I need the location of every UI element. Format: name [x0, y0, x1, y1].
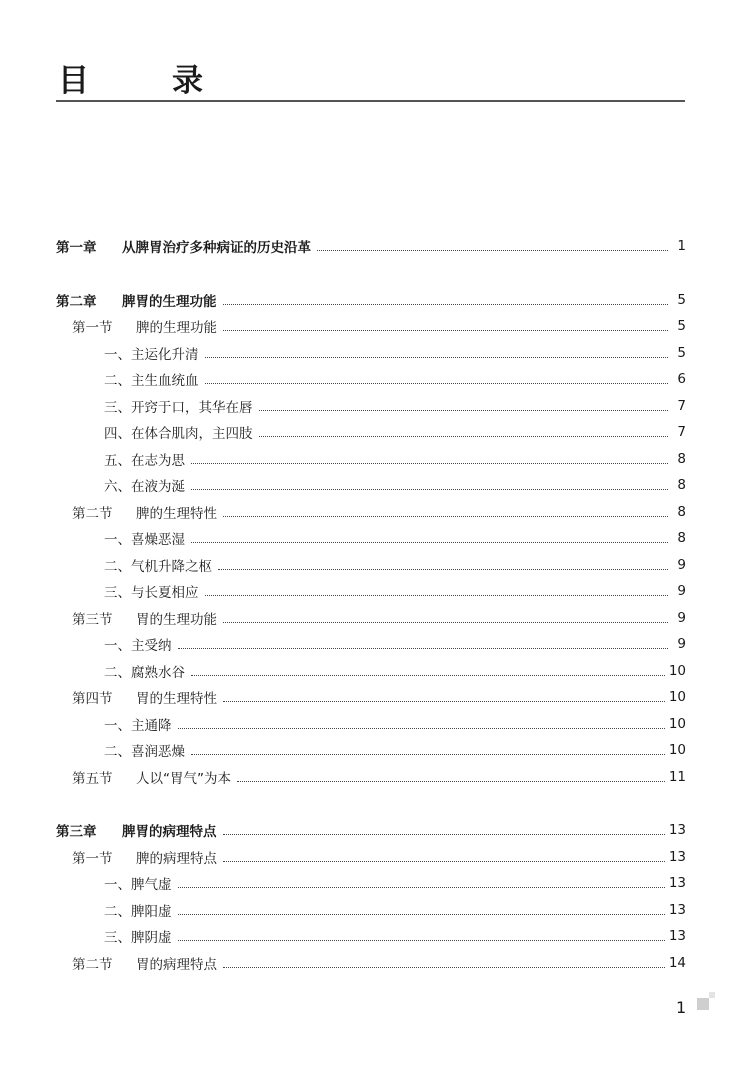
toc-subsection-entry[interactable] — [56, 419, 686, 446]
toc-entry-label: 二、气机升降之枢 — [104, 558, 212, 575]
toc-entry-page: 10 — [668, 662, 686, 679]
toc-entry-page: 8 — [677, 503, 686, 520]
toc-subsection-entry[interactable] — [56, 525, 686, 552]
toc-entry-label: 二、喜润恶燥 — [104, 744, 185, 761]
toc-subsection-entry[interactable] — [56, 340, 686, 367]
toc-entry-label: 三、与长夏相应 — [104, 585, 199, 602]
dot-leader — [191, 488, 668, 490]
toc-entry-number: 第五节 — [72, 770, 113, 787]
toc-entry-number: 第四节 — [72, 691, 113, 708]
toc-entry-number: 第二章 — [56, 293, 97, 310]
dot-leader — [223, 621, 668, 623]
toc-entry-number: 第三章 — [56, 824, 97, 841]
toc-entry-page: 11 — [668, 768, 686, 785]
toc-entry-number: 第一章 — [56, 240, 97, 257]
toc-subsection-entry[interactable] — [56, 552, 686, 579]
dot-leader — [178, 939, 665, 941]
toc-entry-label: 二、脾阳虚 — [104, 903, 172, 920]
dot-leader — [205, 594, 669, 596]
dot-leader — [178, 647, 669, 649]
title-divider — [56, 100, 685, 102]
toc-entry-page: 1 — [677, 238, 686, 255]
dot-leader — [191, 541, 668, 543]
toc-entry-label: 三、开窍于口，其华在唇 — [104, 399, 253, 416]
dot-leader — [191, 753, 665, 755]
toc-entry-label: 一、主受纳 — [104, 638, 172, 655]
dot-leader — [178, 886, 665, 888]
toc-entry-number: 第二节 — [72, 505, 113, 522]
dot-leader — [223, 833, 665, 835]
toc-chapter-entry[interactable] — [56, 287, 686, 314]
toc-entry-label: 胃的生理特性 — [136, 691, 217, 708]
dot-leader — [223, 700, 665, 702]
dot-leader — [259, 435, 669, 437]
toc-subsection-entry[interactable] — [56, 870, 686, 897]
toc-subsection-entry[interactable] — [56, 366, 686, 393]
toc-entry-label: 四、在体合肌肉，主四肢 — [104, 426, 253, 443]
dot-leader — [223, 515, 668, 517]
toc-entry-page: 13 — [668, 928, 686, 945]
toc-entry-label: 一、主运化升清 — [104, 346, 199, 363]
toc-subsection-entry[interactable] — [56, 578, 686, 605]
toc-entry-label: 三、脾阴虚 — [104, 930, 172, 947]
toc-entry-page: 8 — [677, 530, 686, 547]
dot-leader — [223, 303, 669, 305]
toc-entry-label: 脾的生理功能 — [136, 320, 217, 337]
toc-entry-page: 9 — [677, 556, 686, 573]
toc-entry-label: 脾胃的生理功能 — [122, 293, 217, 310]
toc-entry-label: 二、腐熟水谷 — [104, 664, 185, 681]
toc-subsection-entry[interactable] — [56, 923, 686, 950]
toc-chapter-entry[interactable] — [56, 817, 686, 844]
toc-section-entry[interactable] — [56, 499, 686, 526]
toc-entry-page: 10 — [668, 689, 686, 706]
dot-leader — [205, 356, 669, 358]
table-of-contents — [56, 233, 686, 976]
toc-entry-page: 13 — [668, 875, 686, 892]
page-corner-mark — [697, 998, 709, 1010]
toc-section-entry[interactable] — [56, 844, 686, 871]
page-header — [56, 62, 684, 100]
toc-entry-label: 脾的生理特性 — [136, 505, 217, 522]
dot-leader — [223, 966, 665, 968]
toc-entry-page: 8 — [677, 477, 686, 494]
dot-leader — [178, 727, 665, 729]
dot-leader — [259, 409, 669, 411]
toc-entry-page: 7 — [677, 424, 686, 441]
toc-entry-label: 从脾胃治疗多种病证的历史沿革 — [122, 240, 311, 257]
section-gap — [56, 790, 686, 817]
toc-entry-label: 人以“胃气”为本 — [136, 770, 231, 787]
toc-entry-page: 13 — [668, 901, 686, 918]
toc-entry-page: 10 — [668, 715, 686, 732]
toc-entry-label: 一、主通降 — [104, 717, 172, 734]
toc-entry-label: 一、脾气虚 — [104, 877, 172, 894]
toc-subsection-entry[interactable] — [56, 446, 686, 473]
toc-entry-number: 第一节 — [72, 850, 113, 867]
toc-subsection-entry[interactable] — [56, 472, 686, 499]
dot-leader — [317, 249, 668, 251]
toc-subsection-entry[interactable] — [56, 737, 686, 764]
toc-entry-page: 5 — [677, 344, 686, 361]
toc-entry-label: 五、在志为思 — [104, 452, 185, 469]
dot-leader — [191, 674, 665, 676]
toc-entry-page: 8 — [677, 450, 686, 467]
toc-subsection-entry[interactable] — [56, 658, 686, 685]
toc-subsection-entry[interactable] — [56, 393, 686, 420]
toc-entry-label: 一、喜燥恶湿 — [104, 532, 185, 549]
toc-section-entry[interactable] — [56, 605, 686, 632]
toc-chapter-entry[interactable] — [56, 233, 686, 260]
toc-entry-number: 第一节 — [72, 320, 113, 337]
toc-entry-page: 5 — [677, 291, 686, 308]
toc-entry-page: 13 — [668, 848, 686, 865]
toc-subsection-entry[interactable] — [56, 711, 686, 738]
dot-leader — [237, 780, 665, 782]
page-title: 目 录 — [58, 63, 229, 99]
toc-section-entry[interactable] — [56, 684, 686, 711]
section-gap — [56, 260, 686, 287]
toc-entry-page: 9 — [677, 609, 686, 626]
dot-leader — [223, 860, 665, 862]
toc-entry-label: 六、在液为涎 — [104, 479, 185, 496]
dot-leader — [218, 568, 668, 570]
toc-section-entry[interactable] — [56, 313, 686, 340]
toc-subsection-entry[interactable] — [56, 631, 686, 658]
dot-leader — [205, 382, 669, 384]
toc-entry-page: 13 — [668, 822, 686, 839]
toc-entry-label: 二、主生血统血 — [104, 373, 199, 390]
toc-entry-page: 14 — [668, 954, 686, 971]
toc-subsection-entry[interactable] — [56, 897, 686, 924]
toc-entry-label: 胃的病理特点 — [136, 956, 217, 973]
toc-entry-page: 5 — [677, 318, 686, 335]
toc-entry-page: 9 — [677, 636, 686, 653]
toc-entry-page: 7 — [677, 397, 686, 414]
toc-entry-number: 第三节 — [72, 611, 113, 628]
toc-entry-number: 第二节 — [72, 956, 113, 973]
toc-entry-page: 6 — [677, 371, 686, 388]
toc-entry-page: 9 — [677, 583, 686, 600]
toc-section-entry[interactable] — [56, 950, 686, 977]
dot-leader — [191, 462, 668, 464]
toc-entry-label: 脾胃的病理特点 — [122, 824, 217, 841]
dot-leader — [223, 329, 668, 331]
dot-leader — [178, 913, 665, 915]
toc-entry-page: 10 — [668, 742, 686, 759]
toc-entry-label: 胃的生理功能 — [136, 611, 217, 628]
page-number: 1 — [676, 998, 687, 1017]
toc-entry-label: 脾的病理特点 — [136, 850, 217, 867]
toc-section-entry[interactable] — [56, 764, 686, 791]
